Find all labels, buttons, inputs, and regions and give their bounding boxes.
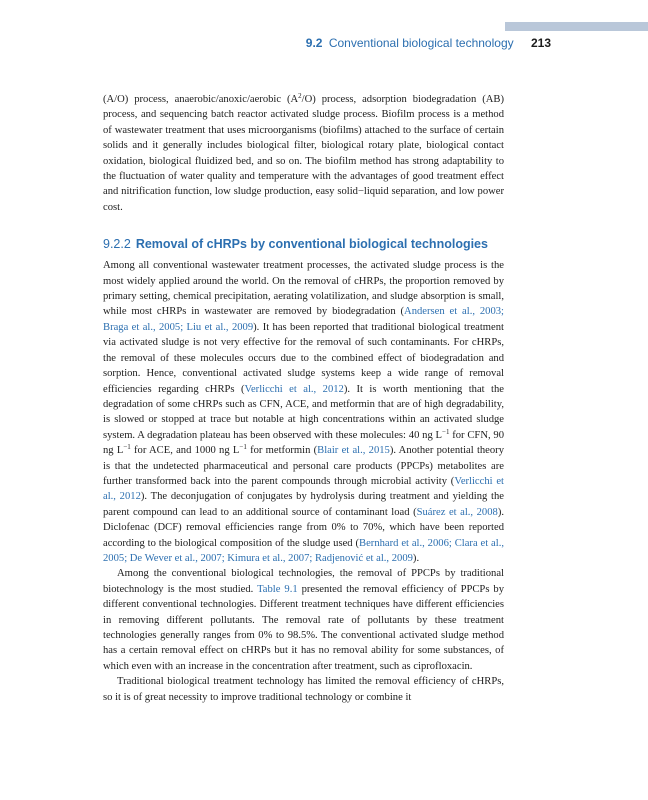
citation-link[interactable]: Andersen et al., 2003; Braga et al., 2005; Liu et al., 2009 (103, 306, 505, 333)
text-run: for ACE, and 1000 ng L (130, 445, 240, 457)
running-head (0, 36, 551, 50)
running-head-section-title: Conventional biological technology (328, 36, 514, 50)
text-run: presented the removal efficiency of PPCPs by different conventional technologies. Different treatment techniques have different efficiencies in removing different pollutants. The removal rate of pollutants by these treatment technologies generally ranges from 0% to 98.5%. The conventional activated sludge method has a certain removal effect on cHRPs but it has no removal ability for some substances, of which even with an increase in the concentration after treatment, such as ciprofloxacin. (103, 583, 504, 672)
text-run: for CFN, 90 ng L (103, 429, 504, 457)
text-run: (A/O) process, anaerobic/anoxic/aerobic (A (103, 94, 299, 105)
superscript: −1 (123, 443, 131, 452)
paragraph-ppcps-removal (103, 566, 504, 674)
text-run: ). Diclofenac (DCF) removal efficiencies range from 0% to 70%, which have been reported according to the biological composition of the sludge used ( (103, 506, 504, 549)
text-run: for metformin ( (246, 445, 318, 457)
superscript: −1 (239, 443, 247, 452)
paragraph-activated-sludge (103, 258, 504, 566)
section-heading (103, 237, 504, 252)
text-run: /O) process, adsorption biodegradation (AB) process, and sequencing batch reactor activated sludge process. Biofilm process is a method of wastewater treatment that uses microorganisms (biofilms) attached to the surface of certain solids and it generally includes biological filter, biological rotary plate, biological contact oxidation, biological fluidized bed, and so on. The biofilm method has strong adaptability to the fluctuation of water quality and temperature with the advantages of good treatment effect and nitrification function, low sludge production, easy solid−liquid separation, and low power cost. (103, 94, 504, 213)
header-accent-bar (505, 22, 648, 31)
text-run: Among the conventional biological technologies, the removal of PPCPs by traditional biotechnology is the most studied. (103, 568, 504, 595)
section-title: Removal of cHRPs by conventional biological technologies (135, 237, 488, 252)
superscript: 2 (298, 92, 302, 100)
running-head-section-number: 9.2 (305, 36, 323, 50)
text-run: Among all conventional wastewater treatment processes, the activated sludge process is the most widely applied around the world. On the removal of cHRPs, the proportion removed by primary setting, chemical precipitation, aerating volatilization, and sludge absorption is small, while most cHRPs in wastewater are removed by biodegradation ( (103, 260, 504, 318)
citation-link[interactable]: Verlicchi et al., 2012 (103, 475, 505, 503)
section-number: 9.2.2 (103, 237, 131, 252)
text-run: ). Another potential theory is that the undetected pharmaceutical and personal care products (PPCPs) metabolites are further transformed back into the parent compounds through microbial activity ( (103, 445, 505, 487)
text-run: ). It is worth mentioning that the degradation of some cHRPs such as CFN, ACE, and metformin that are of high degradability, is slowed or stopped at trace but notable at high concentrations within an activated sludge system. A degradation plateau has been observed with these molecules: 40 ng L (103, 383, 504, 441)
citation-link[interactable]: Verlicchi et al., 2012 (244, 383, 344, 395)
page-number: 213 (530, 36, 551, 50)
superscript: −1 (442, 427, 450, 436)
citation-link[interactable]: Suárez et al., 2008 (416, 506, 498, 518)
text-run: ). It has been reported that traditional biological treatment via activated sludge is not very effective for the removal of such contaminants. For cHRPs, the removal of these molecules occurs due to the combined effect of biodegradation and sorption. Hence, conventional activated sludge systems keep a wide range of removal efficiencies regarding cHRPs ( (103, 321, 504, 395)
body-text (103, 92, 504, 705)
text-run: ). (412, 552, 420, 564)
citation-link[interactable]: Blair et al., 2015 (317, 445, 390, 457)
citation-link[interactable]: Bernhard et al., 2006; Clara et al., 2005; De Wever et al., 2007; Kimura et al., 2007; Radjenović et al., 2009 (103, 537, 504, 564)
text-run: ). The deconjugation of conjugates by hydrolysis during treatment and yielding the parent compound can lead to an additional source of contaminant load ( (103, 491, 504, 518)
paragraph-process-types (103, 92, 504, 215)
table-reference-link[interactable]: Table 9.1 (257, 583, 298, 595)
text-run: Traditional biological treatment technology has limited the removal efficiency of cHRPs, so it is of great necessity to improve traditional technology or combine it (103, 676, 504, 703)
paragraph-limitations (103, 674, 504, 705)
